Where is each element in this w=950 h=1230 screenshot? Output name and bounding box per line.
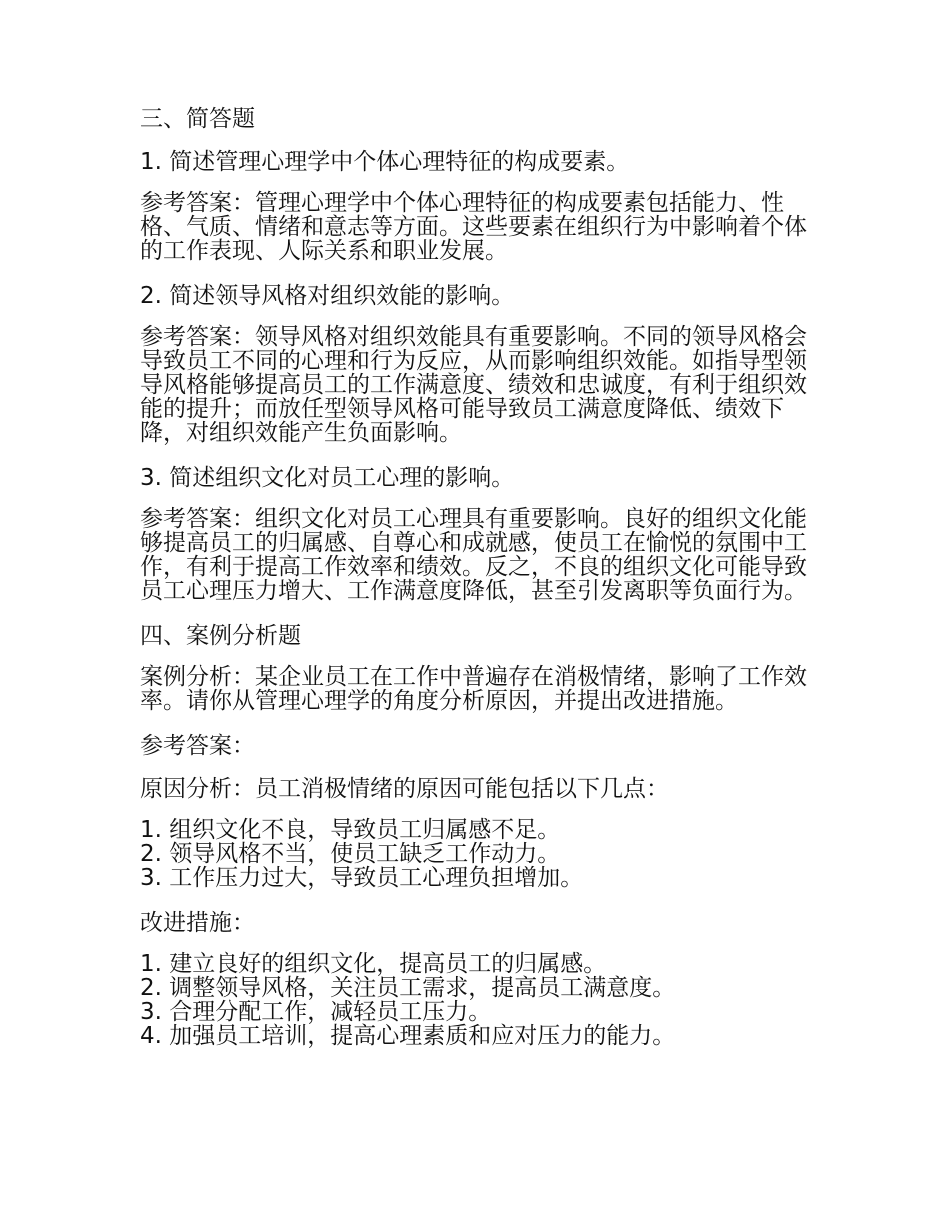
case-answer-label: 参考答案： — [140, 733, 255, 759]
answer-1: 参考答案：管理心理学中个体心理特征的构成要素包括能力、性格、气质、情绪和意志等方面。这些要素在组织行为中影响着个体的工作表现、人际关系和职业发展。 — [140, 190, 807, 264]
list-item: 2. 调整领导风格，关注员工需求，提高员工满意度。 — [140, 975, 676, 1001]
answer-3: 参考答案：组织文化对员工心理具有重要影响。良好的组织文化能够提高员工的归属感、自尊心和成就感，使员工在愉悦的氛围中工作，有利于提高工作效率和绩效。反之，不良的组织文化可能导致员工心理压力增大、工作满意度降低，甚至引发离职等负面行为。 — [140, 506, 807, 604]
list-item: 1. 组织文化不良，导致员工归属感不足。 — [140, 817, 561, 843]
measures-list — [140, 952, 812, 1048]
cause-analysis-label: 原因分析：员工消极情绪的原因可能包括以下几点： — [140, 776, 669, 802]
question-1: 1. 简述管理心理学中个体心理特征的构成要素。 — [140, 149, 630, 175]
section-heading-short-answer: 三、简答题 — [140, 106, 255, 132]
list-item: 1. 建立良好的组织文化，提高员工的归属感。 — [140, 951, 607, 977]
question-2: 2. 简述领导风格对组织效能的影响。 — [140, 283, 515, 309]
answer-2: 参考答案：领导风格对组织效能具有重要影响。不同的领导风格会导致员工不同的心理和行为反应，从而影响组织效能。如指导型领导风格能够提高员工的工作满意度、绩效和忠诚度，有利于组织效能的提升；而放任型领导风格可能导致员工满意度降低、绩效下降，对组织效能产生负面影响。 — [140, 324, 807, 446]
list-item: 3. 工作压力过大，导致员工心理负担增加。 — [140, 865, 584, 891]
section-heading-case-analysis: 四、案例分析题 — [140, 623, 301, 649]
question-3: 3. 简述组织文化对员工心理的影响。 — [140, 465, 515, 491]
measures-label: 改进措施： — [140, 910, 255, 936]
cause-list — [140, 818, 812, 890]
list-item: 4. 加强员工培训，提高心理素质和应对压力的能力。 — [140, 1023, 676, 1049]
list-item: 2. 领导风格不当，使员工缺乏工作动力。 — [140, 841, 561, 867]
list-item: 3. 合理分配工作，减轻员工压力。 — [140, 999, 492, 1025]
case-description: 案例分析：某企业员工在工作中普遍存在消极情绪，影响了工作效率。请你从管理心理学的角度分析原因，并提出改进措施。 — [140, 664, 807, 714]
document-page — [140, 105, 812, 1067]
